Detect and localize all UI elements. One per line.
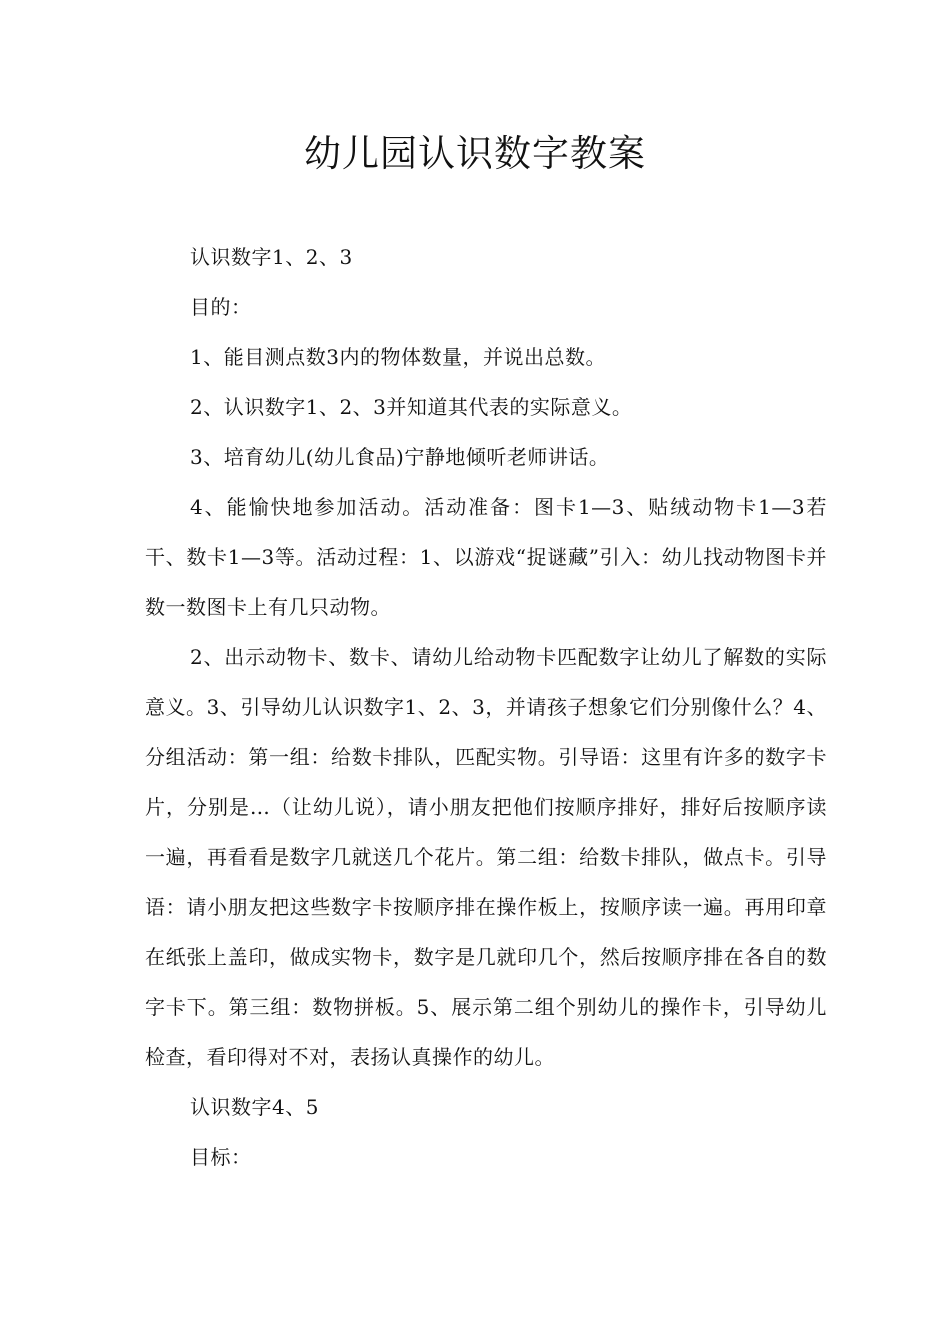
goal-item-4-and-process: 4、能愉快地参加活动。活动准备：图卡1—3、贴绒动物卡1—3若干、数卡1—3等。活动过程：1、以游戏“捉谜藏”引入：幼儿找动物图卡并数一数图卡上有几只动物。 [145,495,827,619]
goal-item-3: 3、培育幼儿(幼儿食品)宁静地倾听老师讲话。 [190,445,610,469]
target-label: 目标： [190,1145,252,1169]
section-heading-1-2-3: 认识数字1、2、3 [190,245,353,269]
goal-label: 目的： [190,295,252,319]
goal-item-1: 1、能目测点数3内的物体数量，并说出总数。 [190,345,606,369]
document-body [145,232,827,1182]
goal-item-2: 2、认识数字1、2、3并知道其代表的实际意义。 [190,395,633,419]
process-paragraph: 2、出示动物卡、数卡、请幼儿给动物卡匹配数字让幼儿了解数的实际意义。3、引导幼儿认识数字1、2、3，并请孩子想象它们分别像什么？4、分组活动：第一组：给数卡排队，匹配实物。引导语：这里有许多的数字卡片，分别是…（让幼儿说），请小朋友把他们按顺序排好，排好后按顺序读一遍，再看看是数字几就送几个花片。第二组：给数卡排队，做点卡。引导语：请小朋友把这些数字卡按顺序排在操作板上，按顺序读一遍。再用印章在纸张上盖印，做成实物卡，数字是几就印几个，然后按顺序排在各自的数字卡下。第三组：数物拼板。5、展示第二组个别幼儿的操作卡，引导幼儿检查，看印得对不对，表扬认真操作的幼儿。 [145,645,827,1069]
section-heading-4-5: 认识数字4、5 [190,1095,319,1119]
document-title: 幼儿园认识数字教案 [304,132,646,175]
